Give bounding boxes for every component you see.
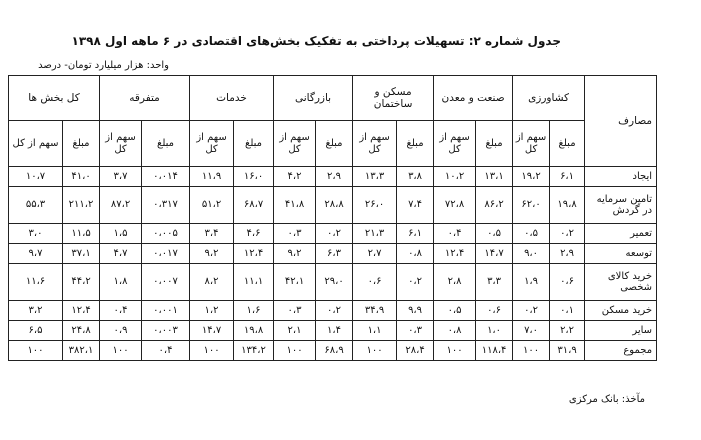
cell-amount: ۳،۳: [476, 264, 513, 301]
header-sector: صنعت و معدن: [434, 76, 513, 121]
cell-amount: ۱،۰: [476, 321, 513, 341]
cell-amount: ۳،۸: [397, 167, 434, 187]
header-sector: متفرقه: [100, 76, 190, 121]
cell-share: ۲،۱: [274, 321, 316, 341]
cell-share: ۱۰۰: [190, 341, 234, 361]
cell-amount: ۰،۰۰۱: [142, 301, 190, 321]
cell-amount: ۰،۲: [397, 264, 434, 301]
table-row: [9, 264, 657, 301]
cell-amount: ۲،۹: [316, 167, 353, 187]
row-label: سایر: [585, 321, 657, 341]
cell-share: ۳،۲: [9, 301, 63, 321]
cell-amount: ۰،۰۰۷: [142, 264, 190, 301]
unit-note: واحد: هزار میلیارد تومان- درصد: [38, 60, 169, 71]
cell-amount: ۱۴،۷: [476, 244, 513, 264]
header-row-sub: [9, 121, 657, 167]
cell-share: ۸،۲: [190, 264, 234, 301]
cell-amount: ۰،۳: [397, 321, 434, 341]
row-label: تعمیر: [585, 224, 657, 244]
table-row: [9, 187, 657, 224]
cell-share: ۰،۴: [100, 301, 142, 321]
table-title: جدول شماره ۲: تسهیلات پرداختی به تفکیک بخش‌های اقتصادی در ۶ ماهه اول ۱۳۹۸: [71, 34, 561, 48]
cell-amount: ۳۱،۹: [550, 341, 585, 361]
cell-share: ۰،۳: [274, 224, 316, 244]
header-row-label: مصارف: [585, 76, 657, 167]
cell-amount: ۰،۵: [476, 224, 513, 244]
cell-amount: ۱۶،۰: [234, 167, 274, 187]
cell-share: ۸۷،۲: [100, 187, 142, 224]
cell-share: ۱۰،۲: [434, 167, 476, 187]
cell-amount: ۹،۹: [397, 301, 434, 321]
cell-share: ۳،۴: [190, 224, 234, 244]
header-sector: خدمات: [190, 76, 274, 121]
header-sector: کل بخش ها: [9, 76, 100, 121]
cell-amount: ۲،۲: [550, 321, 585, 341]
cell-share: ۰،۸: [434, 321, 476, 341]
cell-amount: ۰،۰۰۵: [142, 224, 190, 244]
cell-share: ۳۴،۹: [353, 301, 397, 321]
header-sector: مسکن و ساختمان: [353, 76, 434, 121]
header-share: سهم از کل: [274, 121, 316, 167]
cell-amount: ۱۱،۵: [63, 224, 100, 244]
header-amount: مبلغ: [234, 121, 274, 167]
cell-share: ۱،۸: [100, 264, 142, 301]
cell-amount: ۶،۱: [397, 224, 434, 244]
cell-amount: ۱۳،۱: [476, 167, 513, 187]
header-amount: مبلغ: [316, 121, 353, 167]
cell-share: ۴۲،۱: [274, 264, 316, 301]
cell-amount: ۱۱،۱: [234, 264, 274, 301]
cell-amount: ۱۳۴،۲: [234, 341, 274, 361]
cell-share: ۱۰۰: [274, 341, 316, 361]
cell-share: ۱۰۰: [100, 341, 142, 361]
cell-share: ۱۱،۹: [190, 167, 234, 187]
cell-share: ۳،۰: [9, 224, 63, 244]
cell-amount: ۳۸۲،۱: [63, 341, 100, 361]
cell-share: ۱،۵: [100, 224, 142, 244]
cell-share: ۹،۷: [9, 244, 63, 264]
cell-share: ۰،۳: [274, 301, 316, 321]
cell-share: ۱،۲: [190, 301, 234, 321]
row-label: توسعه: [585, 244, 657, 264]
cell-share: ۰،۵: [513, 224, 550, 244]
header-sector: بازرگانی: [274, 76, 353, 121]
cell-amount: ۶۸،۷: [234, 187, 274, 224]
row-label: ایجاد: [585, 167, 657, 187]
cell-share: ۰،۴: [434, 224, 476, 244]
cell-share: ۱۱،۶: [9, 264, 63, 301]
cell-share: ۲،۸: [434, 264, 476, 301]
table-row: [9, 321, 657, 341]
header-share: سهم از کل: [100, 121, 142, 167]
cell-amount: ۷،۴: [397, 187, 434, 224]
cell-share: ۰،۹: [100, 321, 142, 341]
cell-amount: ۱۹،۸: [234, 321, 274, 341]
cell-amount: ۴،۶: [234, 224, 274, 244]
cell-amount: ۰،۴: [142, 341, 190, 361]
cell-amount: ۰،۶: [476, 301, 513, 321]
header-amount: مبلغ: [63, 121, 100, 167]
cell-share: ۱۰۰: [353, 341, 397, 361]
cell-amount: ۱۹،۸: [550, 187, 585, 224]
cell-share: ۶،۵: [9, 321, 63, 341]
header-share: سهم از کل: [9, 121, 63, 167]
cell-share: ۲۱،۳: [353, 224, 397, 244]
header-amount: مبلغ: [397, 121, 434, 167]
cell-amount: ۰،۰۱۴: [142, 167, 190, 187]
header-row-sectors: [9, 76, 657, 121]
table-body: [9, 167, 657, 361]
cell-amount: ۲۸،۸: [316, 187, 353, 224]
cell-amount: ۱۲،۴: [63, 301, 100, 321]
cell-amount: ۴۱،۰: [63, 167, 100, 187]
cell-amount: ۶،۱: [550, 167, 585, 187]
cell-amount: ۶۸،۹: [316, 341, 353, 361]
cell-amount: ۱۱۸،۴: [476, 341, 513, 361]
header-sector: کشاورزی: [513, 76, 585, 121]
cell-amount: ۲،۹: [550, 244, 585, 264]
header-share: سهم از کل: [190, 121, 234, 167]
row-label: مجموع: [585, 341, 657, 361]
header-amount: مبلغ: [476, 121, 513, 167]
cell-share: ۱۴،۷: [190, 321, 234, 341]
cell-amount: ۱،۴: [316, 321, 353, 341]
cell-share: ۰،۵: [434, 301, 476, 321]
table-row: [9, 341, 657, 361]
cell-share: ۰،۲: [513, 301, 550, 321]
cell-amount: ۰،۶: [550, 264, 585, 301]
cell-amount: ۰،۲: [550, 224, 585, 244]
cell-amount: ۰،۰۱۷: [142, 244, 190, 264]
cell-share: ۴،۲: [274, 167, 316, 187]
cell-amount: ۱۲،۴: [234, 244, 274, 264]
cell-amount: ۲۸،۴: [397, 341, 434, 361]
header-amount: مبلغ: [550, 121, 585, 167]
header-share: سهم از کل: [434, 121, 476, 167]
cell-amount: ۰،۳۱۷: [142, 187, 190, 224]
cell-share: ۹،۲: [190, 244, 234, 264]
cell-share: ۱۰۰: [9, 341, 63, 361]
cell-share: ۹،۲: [274, 244, 316, 264]
cell-amount: ۰،۰۰۳: [142, 321, 190, 341]
source-note: مآخذ: بانک مرکزی: [568, 394, 645, 405]
header-share: سهم از کل: [353, 121, 397, 167]
cell-amount: ۸۶،۲: [476, 187, 513, 224]
cell-share: ۴،۷: [100, 244, 142, 264]
cell-share: ۷،۰: [513, 321, 550, 341]
cell-amount: ۲۴،۸: [63, 321, 100, 341]
cell-share: ۶۲،۰: [513, 187, 550, 224]
cell-amount: ۶،۳: [316, 244, 353, 264]
cell-share: ۳،۷: [100, 167, 142, 187]
cell-share: ۱۰۰: [434, 341, 476, 361]
cell-share: ۱۳،۳: [353, 167, 397, 187]
cell-share: ۱،۹: [513, 264, 550, 301]
cell-share: ۲۶،۰: [353, 187, 397, 224]
table-row: [9, 224, 657, 244]
cell-share: ۱۹،۲: [513, 167, 550, 187]
cell-share: ۱،۱: [353, 321, 397, 341]
cell-share: ۴۱،۸: [274, 187, 316, 224]
cell-amount: ۱،۶: [234, 301, 274, 321]
table-row: [9, 167, 657, 187]
row-label: خرید کالای شخصی: [585, 264, 657, 301]
cell-amount: ۰،۲: [316, 224, 353, 244]
cell-share: ۱۰،۷: [9, 167, 63, 187]
cell-share: ۱۲،۴: [434, 244, 476, 264]
cell-share: ۵۱،۲: [190, 187, 234, 224]
cell-share: ۰،۶: [353, 264, 397, 301]
cell-share: ۱۰۰: [513, 341, 550, 361]
table-row: [9, 244, 657, 264]
cell-share: ۷۲،۸: [434, 187, 476, 224]
cell-share: ۵۵،۳: [9, 187, 63, 224]
table-row: [9, 301, 657, 321]
cell-amount: ۴۴،۲: [63, 264, 100, 301]
header-amount: مبلغ: [142, 121, 190, 167]
cell-share: ۹،۰: [513, 244, 550, 264]
row-label: تامین سرمایه در گردش: [585, 187, 657, 224]
financing-table: [8, 75, 657, 361]
cell-amount: ۰،۱: [550, 301, 585, 321]
cell-amount: ۰،۲: [316, 301, 353, 321]
header-share: سهم از کل: [513, 121, 550, 167]
cell-share: ۲،۷: [353, 244, 397, 264]
cell-amount: ۲۹،۰: [316, 264, 353, 301]
cell-amount: ۲۱۱،۲: [63, 187, 100, 224]
cell-amount: ۳۷،۱: [63, 244, 100, 264]
row-label: خرید مسکن: [585, 301, 657, 321]
cell-amount: ۰،۸: [397, 244, 434, 264]
